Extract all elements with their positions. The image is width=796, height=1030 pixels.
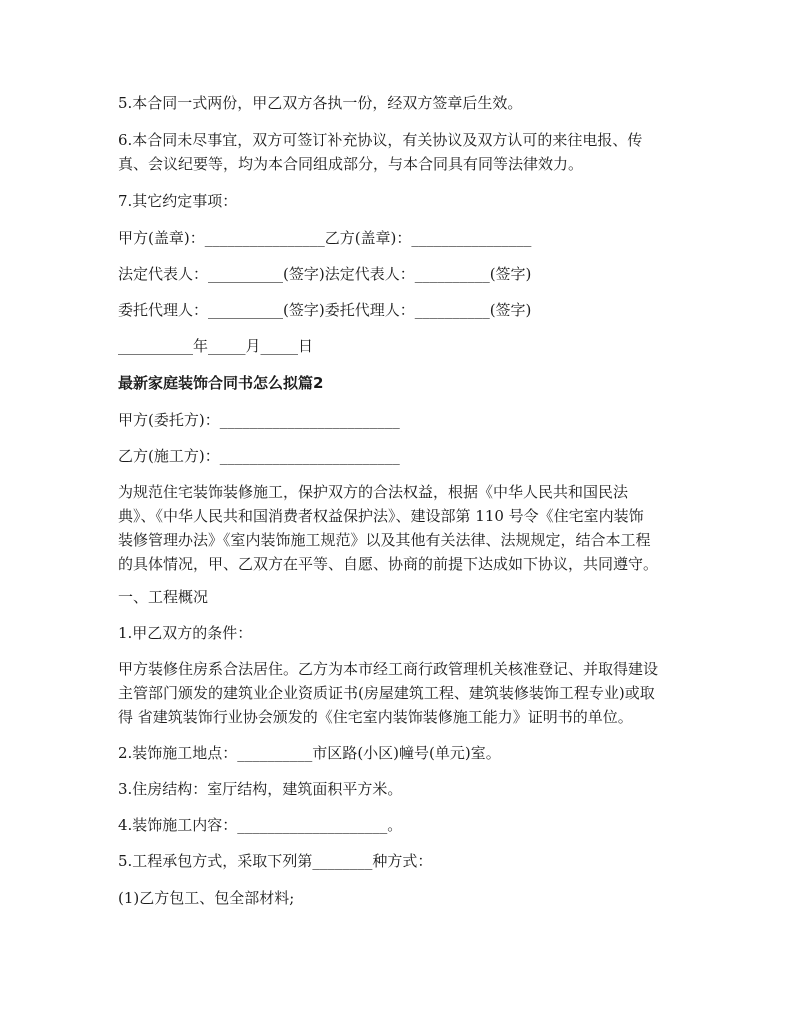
signature-agent-line: 委托代理人：__________(签字)委托代理人：__________(签字)	[118, 301, 532, 319]
preamble-line-2: 典》、《中华人民共和国消费者权益保护法》、建设部第 110 号令《住宅室内装饰	[118, 507, 644, 525]
preamble-line-1: 为规范住宅装饰装修施工，保护双方的合法权益，根据《中华人民共和国民法	[118, 483, 629, 501]
clause-6-line-2: 真、会议纪要等，均为本合同组成部分，与本合同具有同等法律效力。	[118, 155, 584, 173]
item-5-option-1: (1)乙方包工、包全部材料;	[118, 889, 295, 907]
preamble-line-3: 装修管理办法》《室内装饰施工规范》以及其他有关法律、法规规定，结合本工程	[118, 531, 651, 549]
item-1-line-1: 甲方装修住房系合法居住。乙方为本市经工商行政管理机关核准登记、并取得建设	[118, 660, 659, 678]
section-2-title: 最新家庭装饰合同书怎么拟篇2	[118, 374, 324, 392]
party-b-line: 乙方(施工方)：________________________	[118, 447, 400, 465]
item-2: 2.装饰施工地点：__________市区路(小区)幢号(单元)室。	[118, 744, 501, 762]
signature-date-line: __________年_____月_____日	[118, 337, 314, 355]
item-1-paragraph	[118, 657, 688, 729]
clause-7: 7.其它约定事项：	[118, 192, 238, 210]
preamble-paragraph	[118, 480, 688, 576]
signature-representative-line: 法定代表人：__________(签字)法定代表人：__________(签字)	[118, 265, 532, 283]
preamble-line-4: 的具体情况，甲、乙双方在平等、自愿、协商的前提下达成如下协议，共同遵守。	[118, 555, 659, 573]
chapter-1-heading: 一、工程概况	[118, 588, 209, 606]
item-1: 1.甲乙双方的条件：	[118, 624, 253, 642]
item-3: 3.住房结构：室厅结构，建筑面积平方米。	[118, 780, 403, 798]
item-5: 5.工程承包方式，采取下列第________种方式：	[118, 852, 433, 870]
item-1-line-3: 得 省建筑装饰行业协会颁发的《住宅室内装饰装修施工能力》证明书的单位。	[118, 708, 633, 726]
party-a-line: 甲方(委托方)：________________________	[118, 411, 400, 429]
clause-6	[118, 128, 688, 176]
item-1-line-2: 主管部门颁发的建筑业企业资质证书(房屋建筑工程、建筑装修装饰工程专业)或取	[118, 684, 655, 702]
clause-6-line-1: 6.本合同未尽事宜，双方可签订补充协议，有关协议及双方认可的来往电报、传	[118, 131, 643, 149]
signature-seal-line: 甲方(盖章)：________________乙方(盖章)：________________	[118, 229, 532, 247]
item-4: 4.装饰施工内容：____________________。	[118, 816, 403, 834]
clause-5: 5.本合同一式两份，甲乙双方各执一份，经双方签章后生效。	[118, 94, 523, 112]
